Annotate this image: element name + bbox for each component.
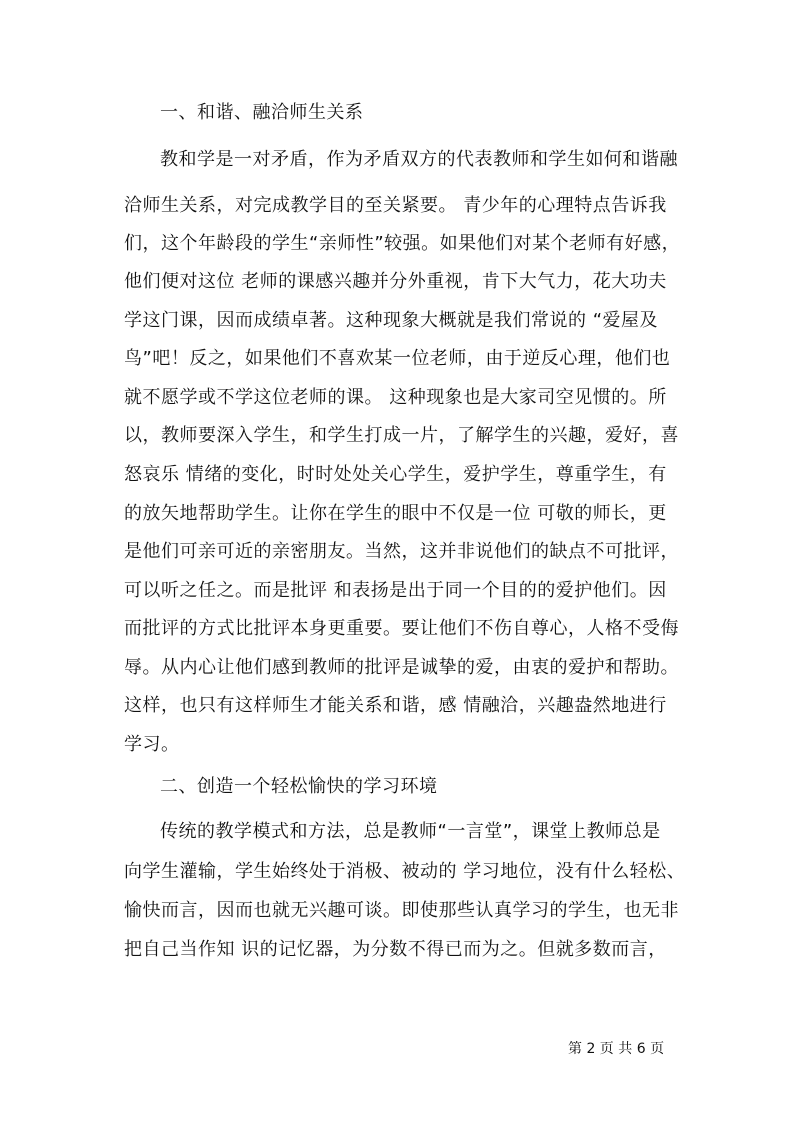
- paragraph-line: 教和学是一对矛盾，作为矛盾双方的代表教师和学生如何和谐融: [160, 149, 678, 170]
- paragraph-line: 鸟”吧！反之，如果他们不喜欢某一位老师，由于逆反心理，他们也: [124, 348, 671, 369]
- paragraph-line: 的放矢地帮助学生。让你在学生的眼中不仅是一位 可敬的师长，更: [124, 503, 667, 524]
- paragraph-line: 们，这个年龄段的学生“亲师性”较强。如果他们对某个老师有好感，: [124, 233, 681, 254]
- paragraph-line: 他们便对这位 老师的课感兴趣并分外重视，肯下大气力，花大功夫: [124, 271, 667, 292]
- paragraph-line: 学习。: [124, 734, 180, 755]
- section-heading-2: 二、创造一个轻松愉快的学习环境: [160, 776, 438, 797]
- paragraph-line: 而批评的方式比批评本身更重要。要让他们不伤自尊心，人格不受侮: [124, 618, 679, 639]
- paragraph-line: 向学生灌输，学生始终处于消极、被动的 学习地位，没有什么轻松、: [124, 861, 686, 882]
- page-number-footer: 第 2 页 共 6 页: [568, 1041, 665, 1057]
- paragraph-line: 怒哀乐 情绪的变化，时时处处关心学生，爱护学生，尊重学生，有: [124, 464, 667, 485]
- paragraph-line: 可以听之任之。而是批评 和表扬是出于同一个目的的爱护他们。因: [124, 580, 667, 601]
- section-heading-1: 一、和谐、融洽师生关系: [160, 102, 364, 123]
- paragraph-line: 就不愿学或不学这位老师的课。 这种现象也是大家司空见惯的。所: [124, 387, 667, 408]
- paragraph-line: 洽师生关系，对完成教学目的至关紧要。 青少年的心理特点告诉我: [124, 195, 667, 216]
- paragraph-line: 学这门课，因而成绩卓著。这种现象大概就是我们常说的 “爱屋及: [124, 310, 659, 331]
- paragraph-line: 以，教师要深入学生，和学生打成一片，了解学生的兴趣，爱好，喜: [124, 425, 679, 446]
- paragraph-line: 传统的教学模式和方法，总是教师“一言堂”，课堂上教师总是: [160, 821, 661, 842]
- paragraph-line: 是他们可亲可近的亲密朋友。当然，这并非说他们的缺点不可批评，: [124, 541, 679, 562]
- paragraph-line: 这样，也只有这样师生才能关系和谐，感 情融洽，兴趣盎然地进行: [124, 695, 667, 716]
- paragraph-line: 把自己当作知 识的记忆器，为分数不得已而为之。但就多数而言，: [124, 939, 667, 960]
- paragraph-line: 愉快而言，因而也就无兴趣可谈。即使那些认真学习的学生，也无非: [124, 900, 679, 921]
- paragraph-line: 辱。从内心让他们感到教师的批评是诚挚的爱，由衷的爱护和帮助。: [124, 657, 679, 678]
